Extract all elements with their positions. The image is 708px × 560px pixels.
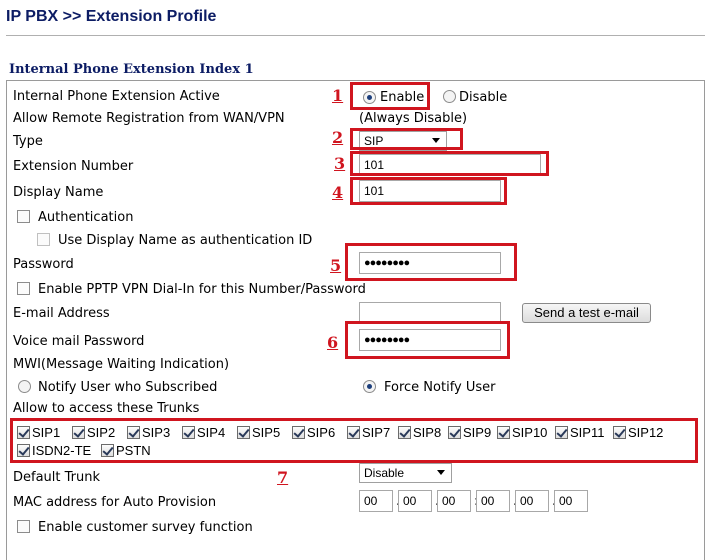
radio-selected-icon [363, 380, 376, 393]
notify-subscribed-label[interactable]: Notify User who Subscribed [38, 380, 218, 395]
highlight-box-extension [350, 151, 549, 176]
radio-empty-icon [443, 90, 456, 103]
trunk-sip12[interactable]: SIP12 [613, 425, 663, 440]
mac-octet-2[interactable]: 00 [398, 490, 432, 512]
survey-label: Enable customer survey function [38, 520, 253, 535]
ext-number-input[interactable]: 101 [359, 154, 541, 176]
use-display-name-label: Use Display Name as authentication ID [58, 233, 313, 248]
trunk-sip1[interactable]: SIP1 [17, 425, 60, 440]
survey-checkbox[interactable] [17, 520, 30, 537]
mac-label: MAC address for Auto Provision [13, 495, 217, 510]
mac-octet-4[interactable]: 00 [476, 490, 510, 512]
type-label: Type [13, 134, 43, 149]
ext-number-label: Extension Number [13, 159, 134, 174]
type-select-value: SIP [364, 134, 384, 148]
annotation-number: 4 [332, 183, 344, 202]
disable-radio[interactable] [443, 90, 456, 107]
trunk-pstn[interactable]: PSTN [101, 443, 151, 458]
trunk-sip10[interactable]: SIP10 [497, 425, 547, 440]
highlight-box-enable [350, 82, 430, 110]
mac-separator: . [552, 494, 557, 509]
use-display-name-checkbox[interactable] [37, 233, 50, 250]
remote-reg-value: (Always Disable) [359, 111, 468, 126]
section-title: Internal Phone Extension Index 1 [9, 62, 254, 77]
checkbox-empty-icon [37, 233, 50, 246]
mac-octet-5[interactable]: 00 [515, 490, 549, 512]
highlight-box-type [350, 128, 463, 150]
trunk-isdn2-te[interactable]: ISDN2-TE [17, 443, 91, 458]
email-label: E-mail Address [13, 306, 110, 321]
password-label: Password [13, 257, 74, 272]
pptp-label: Enable PPTP VPN Dial-In for this Number/Password [38, 282, 366, 297]
enable-label[interactable]: Enable [380, 90, 425, 105]
annotation-number: 5 [330, 256, 342, 275]
pptp-checkbox[interactable] [17, 282, 30, 299]
annotation-number: 1 [332, 86, 344, 105]
mac-separator: . [396, 494, 401, 509]
authentication-label: Authentication [38, 210, 134, 225]
highlight-box-display-name [350, 177, 507, 205]
default-trunk-select[interactable] [359, 463, 452, 483]
disable-label[interactable]: Disable [459, 90, 508, 105]
highlight-box-trunks [10, 418, 698, 463]
trunk-sip6[interactable]: SIP6 [292, 425, 335, 440]
highlight-box-password [345, 243, 517, 281]
trunks-label: Allow to access these Trunks [13, 401, 200, 416]
trunk-sip4[interactable]: SIP4 [182, 425, 225, 440]
annotation-number: 2 [332, 128, 344, 147]
trunk-sip3[interactable]: SIP3 [127, 425, 170, 440]
trunk-sip11[interactable]: SIP11 [555, 425, 604, 440]
annotation-number: 7 [277, 468, 289, 487]
active-label: Internal Phone Extension Active [13, 89, 220, 104]
force-notify-label[interactable]: Force Notify User [384, 380, 496, 395]
trunk-sip9[interactable]: SIP9 [448, 425, 491, 440]
remote-reg-label: Allow Remote Registration from WAN/VPN [13, 111, 285, 126]
chevron-down-icon [437, 470, 445, 475]
voicemail-password-input[interactable]: ●●●●●●●● [359, 329, 501, 351]
authentication-checkbox[interactable] [17, 210, 30, 227]
checkbox-empty-icon [17, 282, 30, 295]
mac-octet-6[interactable]: 00 [554, 490, 588, 512]
checkbox-empty-icon [17, 210, 30, 223]
mac-separator: . [513, 494, 518, 509]
annotation-number: 6 [327, 333, 339, 352]
notify-subscribed-radio[interactable] [18, 380, 31, 397]
mac-separator: : [474, 494, 479, 509]
default-trunk-value: Disable [364, 466, 405, 480]
default-trunk-label: Default Trunk [13, 470, 101, 485]
mac-separator: . [435, 494, 440, 509]
force-notify-radio[interactable] [363, 380, 376, 397]
radio-empty-icon [18, 380, 31, 393]
password-input[interactable]: ●●●●●●●● [359, 252, 501, 274]
mac-octet-3[interactable]: 00 [437, 490, 471, 512]
page-title: IP PBX >> Extension Profile [6, 8, 217, 25]
trunk-sip2[interactable]: SIP2 [72, 425, 115, 440]
trunk-sip5[interactable]: SIP5 [237, 425, 280, 440]
annotation-number: 3 [334, 154, 346, 173]
display-name-label: Display Name [13, 185, 104, 200]
voicemail-label: Voice mail Password [13, 334, 145, 349]
title-divider [6, 35, 705, 36]
send-test-email-button[interactable]: Send a test e-mail [522, 303, 651, 323]
checkbox-empty-icon [17, 520, 30, 533]
display-name-input[interactable]: 101 [359, 180, 501, 202]
trunk-sip7[interactable]: SIP7 [347, 425, 390, 440]
highlight-box-voicemail [345, 321, 510, 359]
mac-octet-1[interactable]: 00 [359, 490, 393, 512]
trunk-sip8[interactable]: SIP8 [398, 425, 441, 440]
mwi-label: MWI(Message Waiting Indication) [13, 357, 230, 372]
